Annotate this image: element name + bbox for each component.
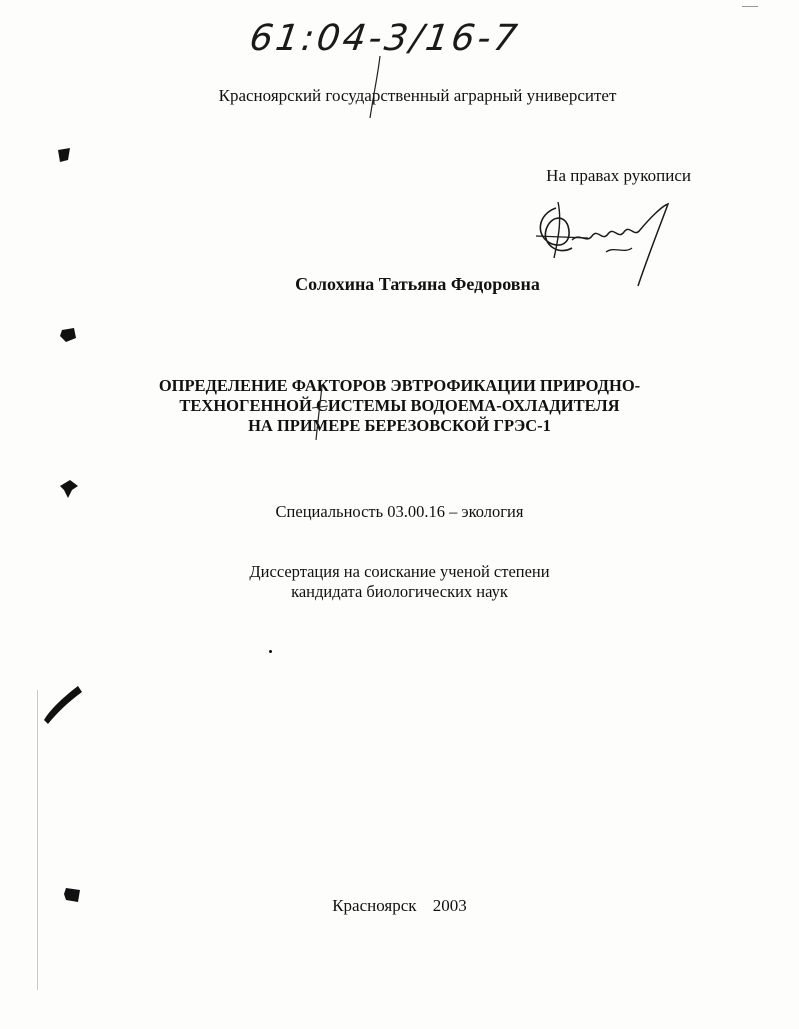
degree-line-2: кандидата биологических наук — [291, 582, 508, 601]
degree-statement — [0, 562, 799, 602]
city-year — [0, 896, 799, 916]
punch-hole-mark-icon — [62, 884, 84, 906]
university-name: Красноярский государственный аграрный университет — [218, 86, 617, 105]
ink-smudge-icon — [36, 680, 86, 726]
title-line-3: НА ПРИМЕРЕ БЕРЕЗОВСКОЙ ГРЭС-1 — [248, 416, 551, 435]
year: 2003 — [432, 896, 467, 915]
title-line-2: ТЕХНОГЕННОЙ СИСТЕМЫ ВОДОЕМА-ОХЛАДИТЕЛЯ — [179, 396, 620, 415]
dissertation-title — [0, 376, 799, 436]
specialty: Специальность 03.00.16 – экология — [275, 502, 524, 521]
ink-speck — [269, 650, 272, 653]
rights-note: На правах рукописи — [546, 166, 691, 185]
title-line-1: ОПРЕДЕЛЕНИЕ ФАКТОРОВ ЭВТРОФИКАЦИИ ПРИРОДНО- — [158, 376, 641, 395]
author-name: Солохина Татьяна Федоровна — [295, 274, 540, 294]
scan-edge-line — [37, 690, 38, 990]
city: Красноярск — [332, 896, 417, 915]
pen-mark-icon — [310, 384, 330, 442]
punch-hole-mark-icon — [58, 324, 80, 346]
archive-code-handwritten: 61:04-3/16-7 — [247, 18, 523, 59]
punch-hole-mark-icon — [58, 478, 80, 500]
punch-hole-mark-icon — [56, 146, 76, 164]
degree-line-1: Диссертация на соискание ученой степени — [249, 562, 550, 581]
scan-corner-mark — [742, 6, 758, 7]
